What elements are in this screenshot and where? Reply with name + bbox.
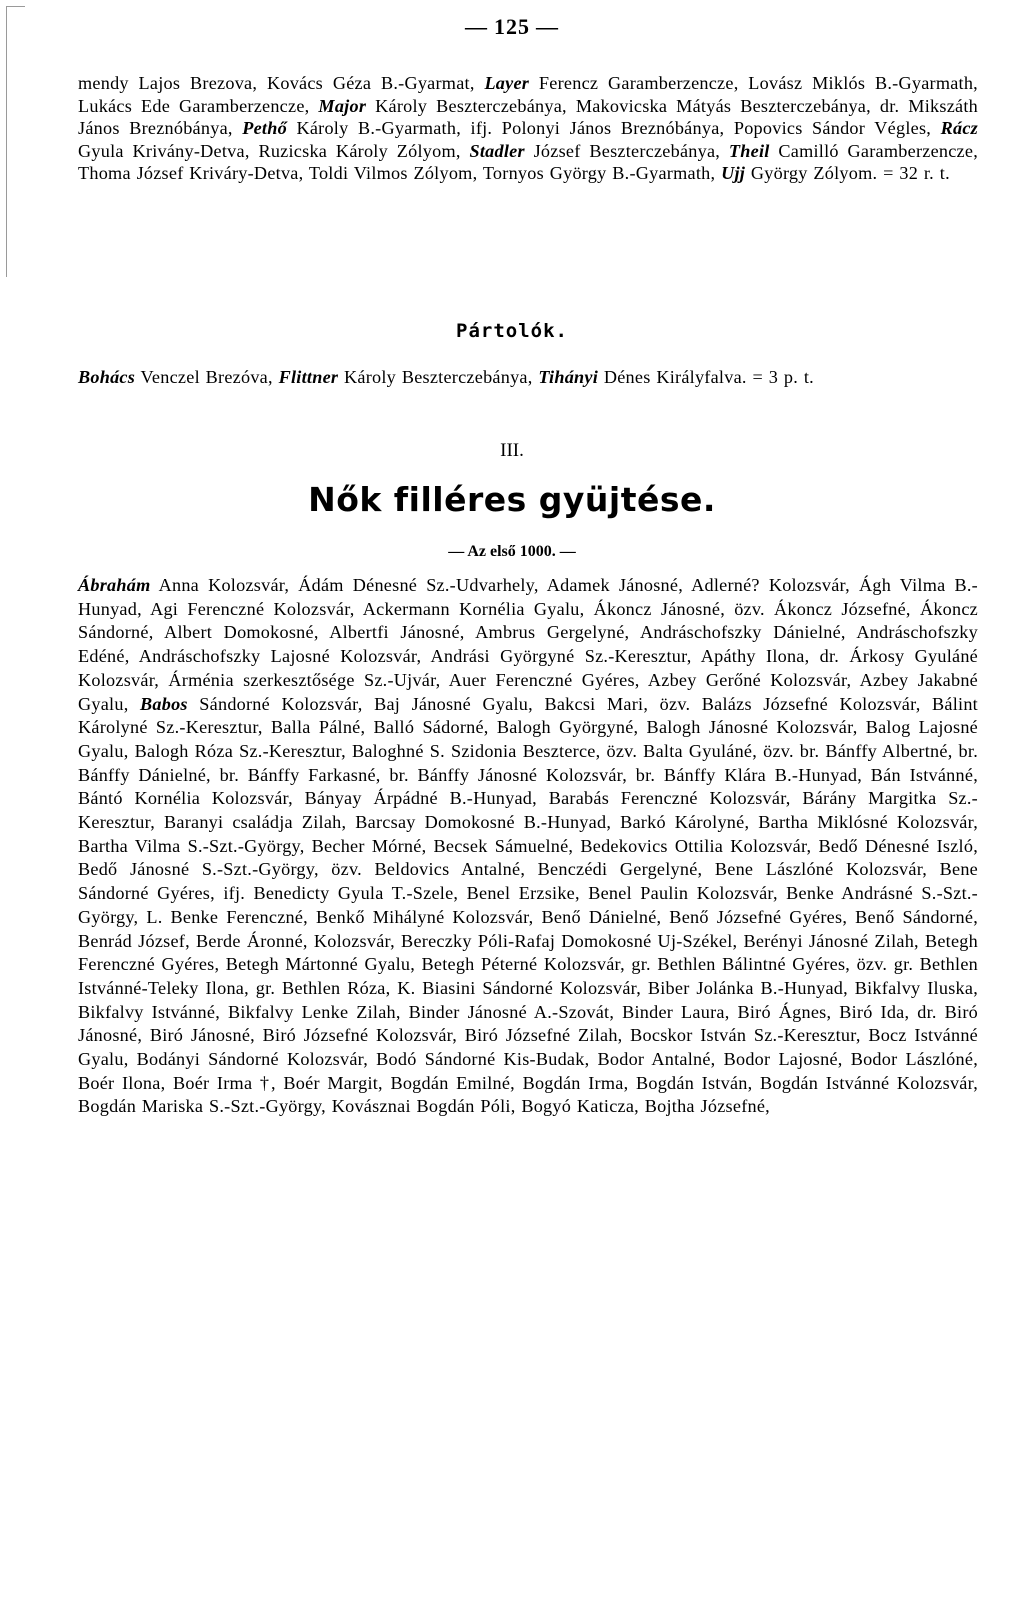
highlighted-name: Theil bbox=[728, 140, 770, 161]
text-run: György Zólyom. = 32 r. t. bbox=[745, 163, 950, 184]
text-run: Venczel Brezóva, bbox=[135, 367, 279, 387]
section-heading-partolok: Pártolók. bbox=[456, 320, 568, 342]
highlighted-name: Stadler bbox=[469, 140, 525, 161]
supporters-list bbox=[78, 366, 978, 389]
section-subtitle: — Az első 1000. — bbox=[448, 543, 576, 560]
text-run: Ferencz Garamberzencze, Lovász Miklós B.-Gyarmath, Lukács Ede Garamberzencze, bbox=[78, 73, 978, 116]
highlighted-name: Bohács bbox=[78, 367, 136, 387]
text-run: Camilló Garamberzencze, Thoma József Kriváry-Detva, Toldi Vilmos Zólyom, Tornyos György B.-Gyarmath, bbox=[78, 140, 979, 184]
text-run: Sándorné Kolozsvár, Baj Jánosné Gyalu, Bakcsi Mari, özv. Balázs Józsefné Kolozsvár, Bálint Károlyné Sz.-Keresztur, Balla Pálné, Balló Sádorné, Balogh Györgyné, Balogh Jánosné Kolozsvár, Balog Lajosné Gyalu, Balogh Róza Sz.-Keresztur, Baloghné S. Szidonia Beszterce, özv. Balta Gyuláné, özv. br. Bánffy Albertné, br. Bánffy Dánielné, br. Bánffy Farkasné, br. Bánffy Jánosné Kolozsvár, br. Bánffy Klára B.-Hunyad, Bán Istvánné, Bántó Kornélia Kolozsvár, Bányay Árpádné B.-Hunyad, Barabás Ferenczné Kolozsvár, Bárány Margitka Sz.-Keresztur, Baranyi családja Zilah, Barcsay Domokosné B.-Hunyad, Barkó Károlyné, Bartha Miklósné Kolozsvár, Bartha Vilma S.-Szt.-György, Becher Mórné, Becsek Sámuelné, Bedekovics Ottilia Kolozsvár, Bedő Dénesné Iszló, Bedő Jánosné S.-Szt.-György, özv. Beldovics Antalné, Benczédi Gergelyné, Bene Lászlóné Kolozsvár, Bene Sándorné Gyéres, ifj. Benedicty Gyula T.-Szele, Benel Erzsike, Benel Paulin Kolozsvár, Benke Andrásné S.-Szt.-György, L. Benke Ferenczné, Benkő Mihályné Kolozsvár, Benő Dánielné, Benő Józsefné Gyéres, Benő Sándorné, Benrád József, Berde Áronné, Kolozsvár, Bereczky Póli-Rafaj Domokosné Uj-Székel, Berényi Jánosné Zilah, Betegh Ferenczné Gyéres, Betegh Mártonné Gyalu, Betegh Péterné Kolozsvár, gr. Bethlen Bálintné Gyéres, özv. gr. Bethlen Istvánné-Teleky Ilona, gr. Bethlen Róza, K. Biasini Sándorné Kolozsvár, Biber Jolánka B.-Hunyad, Bikfalvy Iluska, Bikfalvy Istvánné, Bikfalvy Lenke Zilah, Binder Jánosné A.-Szovát, Binder Laura, Biró Ágnes, Biró Ida, dr. Biró Jánosné, Biró Jánosné, Biró Józsefné Kolozsvár, Biró Józsefné Zilah, Bocskor István Sz.-Keresztur, Bocz Istvánné Gyalu, Bodányi Sándorné Kolozsvár, Bodó Sándorné Kis-Budak, Bodor Antalné, Bodor Lajosné, Bodor Lászlóné, Boér Ilona, Boér Irma †, Boér Margit, Bogdán Emilné, Bogdán Irma, Bogdán István, Bogdán Istvánné Kolozsvár, Bogdán Mariska S.-Szt.-György, Kovásznai Bogdán Póli, Bogyó Katicza, Bojtha Józsefné, bbox=[78, 693, 978, 1117]
text-run: Anna Kolozsvár, Ádám Dénesné Sz.-Udvarhely, Adamek Jánosné, Adlerné? Kolozsvár, Ágh Vilma B.-Hunyad, Agi Ferenczné Kolozsvár, Ackermann Kornélia Gyalu, Ákoncz Jánosné, özv. Ákoncz Józsefné, Ákoncz Sándorné, Albert Domokosné, Albertfi Jánosné, Ambrus Gergelyné, Andráschofszky Dánielné, Andráschofszky Edéné, Andráschofszky Lajosné Kolozsvár, Andrási Györgyné Sz.-Keresztur, Apáthy Ilona, dr. Árkosy Gyuláné Kolozsvár, Árménia szerkesztősége Sz.-Ujvár, Auer Ferenczné Gyéres, Azbey Gerőné Kolozsvár, Azbey Jakabné Gyalu, bbox=[78, 575, 978, 714]
highlighted-name: Tihányi bbox=[538, 367, 599, 387]
text-run: Dénes Királyfalva. = 3 p. t. bbox=[598, 367, 814, 387]
page-number: — 125 — bbox=[465, 14, 559, 39]
highlighted-name: Pethő bbox=[242, 118, 287, 139]
highlighted-name: Babos bbox=[140, 693, 188, 714]
text-run: Gyula Krivány-Detva, Ruzicska Károly Zólyom, bbox=[78, 140, 470, 161]
highlighted-name: Layer bbox=[484, 73, 530, 93]
text-run: Károly B.-Gyarmath, ifj. Polonyi János Breznóbánya, Popovics Sándor Végles, bbox=[286, 118, 941, 139]
donor-list-continued bbox=[78, 72, 978, 185]
highlighted-name: Major bbox=[318, 95, 367, 116]
text-run: József Beszterczebánya, bbox=[524, 140, 729, 161]
womens-collection-list bbox=[78, 574, 978, 1119]
section-number: III. bbox=[500, 440, 524, 461]
text-run: mendy Lajos Brezova, Kovács Géza B.-Gyarmat, bbox=[78, 73, 485, 93]
section-title: Nők filléres gyüjtése. bbox=[308, 480, 716, 519]
highlighted-name: Ujj bbox=[721, 163, 746, 184]
corner-bracket-mark bbox=[6, 6, 25, 277]
highlighted-name: Ábrahám bbox=[78, 575, 151, 595]
highlighted-name: Flittner bbox=[278, 367, 339, 387]
text-run: Károly Beszterczebánya, bbox=[338, 367, 539, 387]
page-number-value: 125 bbox=[494, 14, 530, 39]
text-run: Károly Beszterczebánya, Makovicska Mátyás Beszterczebánya, dr. Mikszáth János Breznóbánya, bbox=[78, 95, 978, 139]
highlighted-name: Rácz bbox=[940, 118, 978, 139]
